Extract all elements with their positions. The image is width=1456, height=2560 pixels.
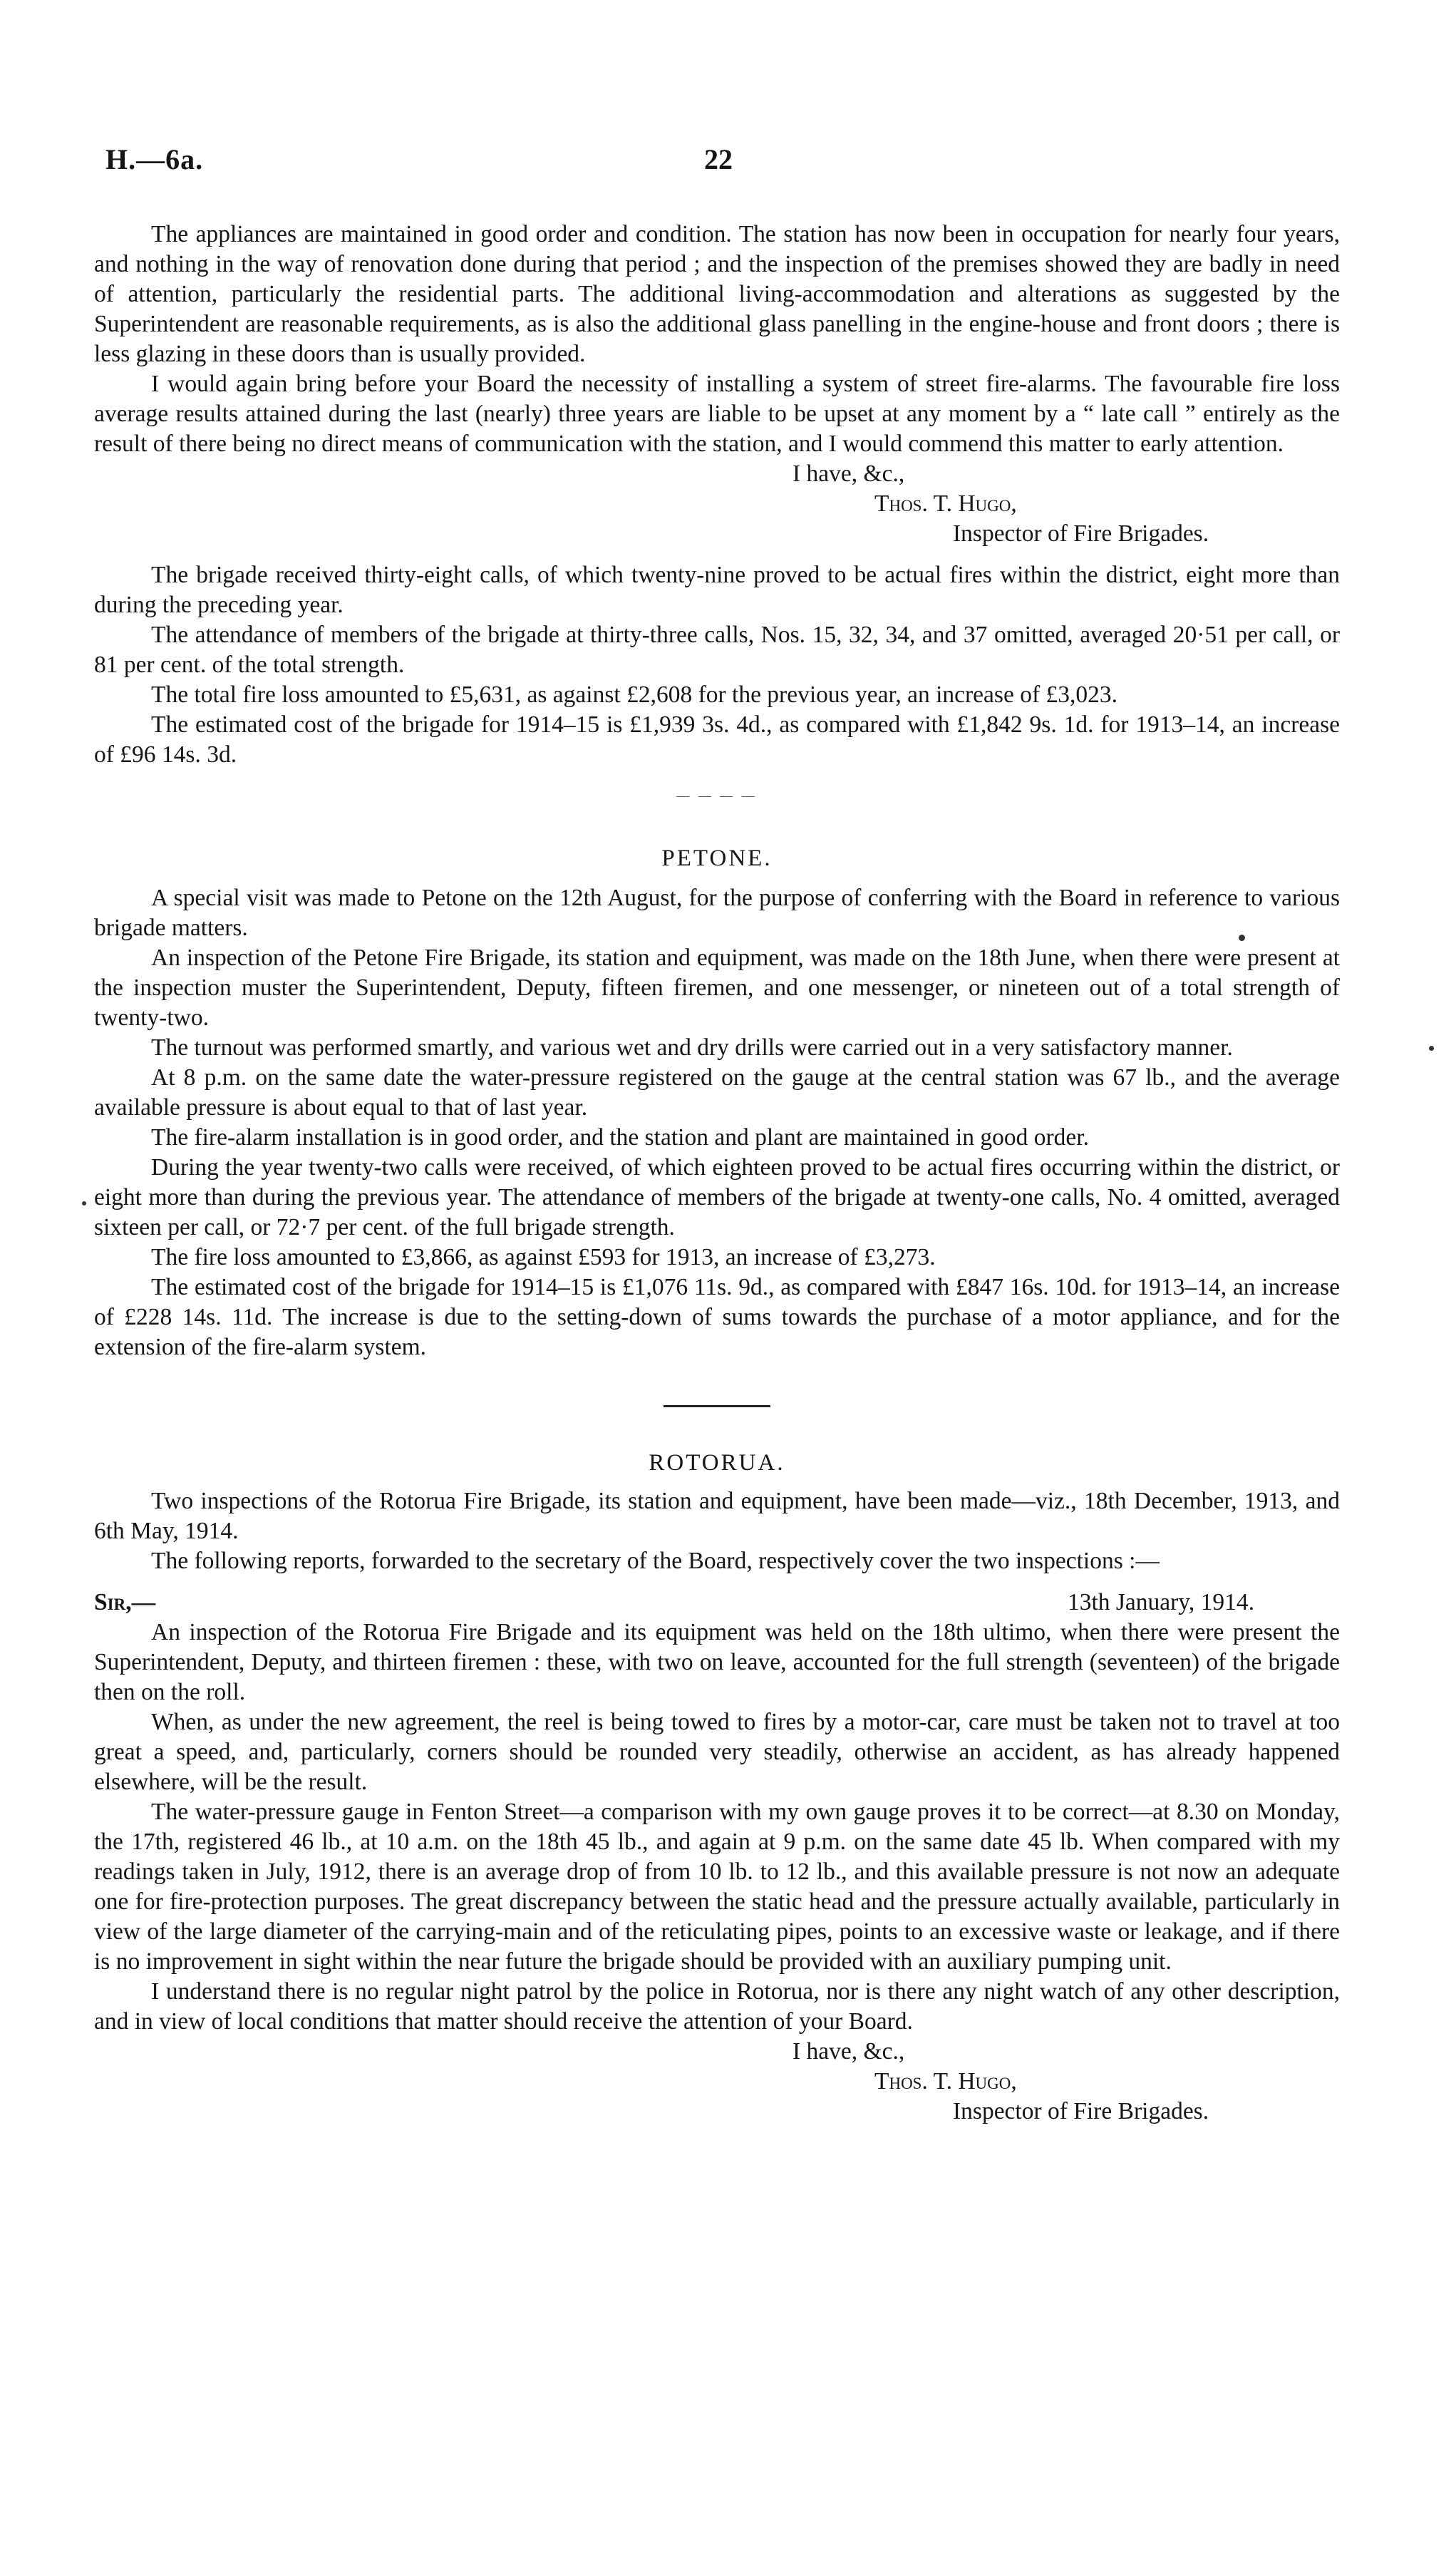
signature-name: Thos. T. Hugo, [874, 2068, 1017, 2094]
letter-header [94, 1588, 1340, 1618]
paragraph: The appliances are maintained in good order and condition. The station has now been in occupation for nearly four years, and nothing in the way of renovation done during that period ; and the inspection of the premises showed they are badly in need of attention, particularly the residential parts. The additional living-accommodation and alterations as suggested by the Superintendent are reasonable requirements, as is also the additional glass panelling in the engine-house and front doors ; there is less glazing in these doors than is usually provided. [94, 221, 1340, 367]
rotorua-section [94, 1450, 1340, 2127]
paragraph: An inspection of the Rotorua Fire Brigade and its equipment was held on the 18th ultimo, when there were present the Superintendent, Deputy, and thirteen firemen : these, with two on leave, accounted for the full strength (seventeen) of the brigade then on the roll. [94, 1619, 1340, 1705]
paragraph: A special visit was made to Petone on the 12th August, for the purpose of conferring with the Board in reference to various brigade matters. [94, 885, 1340, 941]
paragraph: During the year twenty-two calls were received, of which eighteen proved to be actual fires occurring within the district, or eight more than during the previous year. The attendance of members of the brigade at twenty-one calls, No. 4 omitted, averaged sixteen per call, or 72·7 per cent. of the full brigade strength. [94, 1154, 1340, 1240]
signature-closing: I have, &c., [792, 2038, 905, 2065]
letter-date: 13th January, 1914. [1067, 1589, 1254, 1615]
paragraph: Two inspections of the Rotorua Fire Brigade, its station and equipment, have been made—viz., 18th December, 1913, and 6th May, 1914. [94, 1488, 1340, 1544]
signature-block [94, 459, 1340, 549]
paragraph: When, as under the new agreement, the reel is being towed to fires by a motor-car, care must be taken not to travel at too great a speed, and, particularly, corners should be rounded very steadily, otherwise an accident, as has already happened elsewhere, will be the result. [94, 1709, 1340, 1795]
page-number: 22 [704, 143, 733, 175]
scan-speck [1429, 1046, 1434, 1051]
signature-closing: I have, &c., [792, 461, 905, 487]
paragraph: The brigade received thirty-eight calls, of which twenty-nine proved to be actual fires within the district, eight more than during the preceding year. [94, 562, 1340, 618]
section-heading-rotorua: ROTORUA. [649, 1450, 785, 1476]
page-body [94, 220, 1340, 2127]
paragraph: I understand there is no regular night patrol by the police in Rotorua, nor is there any night watch of any other description, and in view of local conditions that matter should receive the attention of your Board. [94, 1978, 1340, 2035]
signature-name: Thos. T. Hugo, [874, 490, 1017, 517]
paragraph: The fire loss amounted to £3,866, as against £593 for 1913, an increase of £3,273. [151, 1244, 936, 1270]
paragraph: The water-pressure gauge in Fenton Street—a comparison with my own gauge proves it to be correct—at 8.30 on Monday, the 17th, registered 46 lb., at 10 a.m. on the 18th 45 lb., and again at 9 p.m. on the same date 45 lb. When compared with my readings taken in July, 1912, there is an average drop of from 10 lb. to 12 lb., and this available pressure is not now an adequate one for fire-protection purposes. The great discrepancy between the static head and the pressure actually available, particularly in view of the large diameter of the carrying-main and of the reticulating pipes, points to an excessive waste or leakage, and if there is no improvement in sight within the near future the brigade should be provided with an auxiliary pumping unit. [94, 1799, 1340, 1975]
section-divider: — — — — [676, 788, 758, 803]
letter [94, 1588, 1340, 2127]
paragraph: I would again bring before your Board the necessity of installing a system of street fire-alarms. The favourable fire loss average results attained during the last (nearly) three years are liable to be upset at any moment by a “ late call ” entirely as the result of there being no direct means of communication with the station, and I would commend this matter to early attention. [94, 371, 1340, 457]
scan-speck [1239, 935, 1245, 941]
paragraph: The attendance of members of the brigade at thirty-three calls, Nos. 15, 32, 34, and 37 omitted, averaged 20·51 per call, or 81 per cent. of the total strength. [94, 622, 1340, 678]
intro-section [94, 220, 1340, 803]
paragraph: At 8 p.m. on the same date the water-pressure registered on the gauge at the central station was 67 lb., and the average available pressure is about equal to that of last year. [94, 1064, 1340, 1121]
paragraph: An inspection of the Petone Fire Brigade, its station and equipment, was made on the 18th June, when there were present at the inspection muster the Superintendent, Deputy, fifteen firemen, and one messenger, or nineteen out of a total strength of twenty-two. [94, 945, 1340, 1031]
letter-salutation: Sir,— [94, 1589, 156, 1615]
paragraph: The following reports, forwarded to the secretary of the Board, respectively cover the two inspections :— [151, 1548, 1160, 1574]
paragraph: The estimated cost of the brigade for 1914–15 is £1,076 11s. 9d., as compared with £847 16s. 10d. for 1913–14, an increase of £228 14s. 11d. The increase is due to the setting-down of sums towards the purchase of a motor appliance, and for the extension of the fire-alarm system. [94, 1274, 1340, 1360]
paragraph: The estimated cost of the brigade for 1914–15 is £1,939 3s. 4d., as compared with £1,842 9s. 1d. for 1913–14, an increase of £96 14s. 3d. [94, 711, 1340, 768]
paragraph: The total fire loss amounted to £5,631, as against £2,608 for the previous year, an increase of £3,023. [151, 682, 1117, 708]
section-heading-petone: PETONE. [661, 845, 773, 871]
signature-title: Inspector of Fire Brigades. [953, 520, 1209, 547]
petone-section [94, 845, 1340, 1407]
paragraph: The turnout was performed smartly, and various wet and dry drills were carried out in a very satisfactory manner. [151, 1034, 1233, 1061]
signature-title: Inspector of Fire Brigades. [953, 2098, 1209, 2124]
page-header [105, 143, 1346, 185]
signature-block [94, 2037, 1340, 2127]
paragraph: The fire-alarm installation is in good order, and the station and plant are maintained in good order. [151, 1124, 1089, 1151]
document-reference: H.—6a. [105, 143, 204, 175]
scan-speck [82, 1201, 86, 1206]
